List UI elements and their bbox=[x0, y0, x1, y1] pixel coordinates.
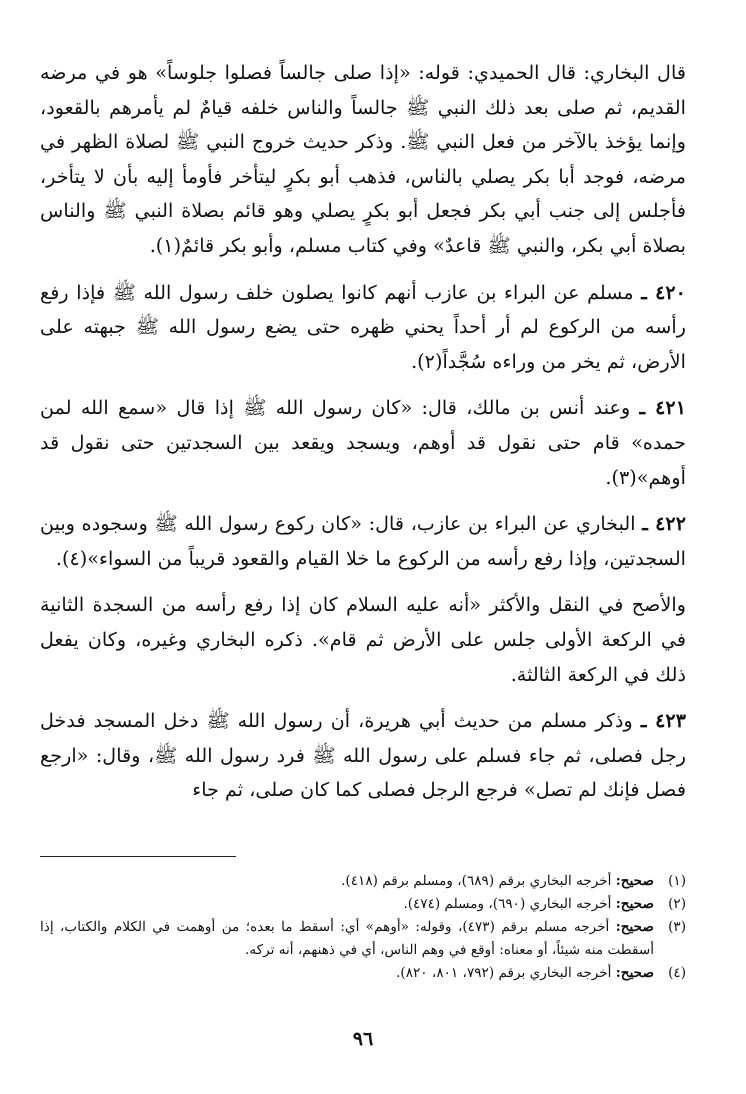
footnote-text bbox=[40, 962, 654, 985]
page-number: ٩٦ bbox=[352, 1028, 374, 1050]
footnote-label: صحيح: bbox=[615, 919, 654, 935]
hadith-423 bbox=[40, 704, 686, 808]
hadith-420 bbox=[40, 276, 686, 380]
hadith-421 bbox=[40, 391, 686, 495]
footnote-separator bbox=[40, 856, 236, 857]
paragraph-intro bbox=[40, 56, 686, 264]
hadith-number: ٤٢٠ ـ bbox=[641, 280, 686, 304]
footnote-label: صحيح: bbox=[615, 873, 654, 889]
footnotes bbox=[40, 870, 686, 985]
footnote-number: (٣) bbox=[668, 919, 686, 935]
paragraph-commentary bbox=[40, 588, 686, 692]
footnote-number: (٢) bbox=[668, 896, 686, 912]
document-page bbox=[40, 56, 686, 1056]
hadith-number: ٤٢١ ـ bbox=[639, 396, 686, 420]
footnote-text bbox=[40, 893, 654, 916]
hadith-422 bbox=[40, 507, 686, 576]
paragraph-text: مسلم عن البراء بن عازب أنهم كانوا يصلون خلف رسول الله ﷺ فإذا رفع رأسه من الركوع لم أر أحداً يحني ظهره حتى يضع رسول الله ﷺ جبهته على الأرض، ثم يخر من وراءه سُجَّداً(٢). bbox=[40, 280, 686, 373]
paragraph-text: والأصح في النقل والأكثر «أنه عليه السلام كان إذا رفع رأسه من السجدة الثانية في الركعة الأولى جلس على الأرض ثم قام». ذكره البخاري وغيره، وكان يفعل ذلك في الركعة الثالثة. bbox=[40, 593, 686, 686]
hadith-number: ٤٢٢ ـ bbox=[642, 512, 687, 536]
footnote-body: أخرجه البخاري برقم (٦٨٩)، ومسلم برقم (٤١٨). bbox=[341, 873, 612, 889]
footnote-body: أخرجه البخاري (٦٩٠)، ومسلم (٤٧٤). bbox=[403, 896, 612, 912]
paragraph-text: وذكر مسلم من حديث أبي هريرة، أن رسول الله ﷺ دخل المسجد فدخل رجل فصلى، ثم جاء فسلم على رسول الله ﷺ فرد رسول الله ﷺ، وقال: «ارجع فصل فإنك لم تصل» فرجع الرجل فصلى كما كان صلى، ثم جاء bbox=[40, 709, 686, 802]
footnote-text bbox=[40, 916, 654, 962]
footnote-2 bbox=[40, 893, 686, 916]
paragraph-text: البخاري عن البراء بن عازب، قال: «كان ركوع رسول الله ﷺ وسجوده وبين السجدتين، وإذا رفع رأسه من الركوع ما خلا القيام والقعود قريباً من السواء»(٤). bbox=[40, 512, 686, 570]
footnote-body: أخرجه البخاري برقم (٧٩٢، ٨٠١، ٨٢٠). bbox=[396, 965, 612, 981]
footnote-1 bbox=[40, 870, 686, 893]
footnote-body: أخرجه مسلم برقم (٤٧٣)، وقوله: «أوهم» أي: أسقط ما بعده؛ من أوهمت في الكلام والكتاب، إذا أسقطت منه شيئاً، أو معناه: أوقع في وهم الناس، أي في ذهنهم، أنه تركه. bbox=[40, 919, 654, 958]
footnote-4 bbox=[40, 962, 686, 985]
footnote-number: (٤) bbox=[668, 965, 686, 981]
paragraph-text: وعند أنس بن مالك، قال: «كان رسول الله ﷺ إذا قال «سمع الله لمن حمده» قام حتى نقول قد أوهم، ويسجد ويقعد بين السجدتين حتى نقول قد أوهم»(٣). bbox=[40, 396, 686, 489]
hadith-number: ٤٢٣ ـ bbox=[640, 709, 687, 733]
footnote-text bbox=[40, 870, 654, 893]
footnote-3 bbox=[40, 916, 686, 962]
footnote-number: (١) bbox=[668, 873, 686, 889]
footnote-label: صحيح: bbox=[615, 965, 654, 981]
paragraph-text: قال البخاري: قال الحميدي: قوله: «إذا صلى جالساً فصلوا جلوساً» هو في مرضه القديم، ثم صلى بعد ذلك النبي ﷺ جالساً والناس خلفه قيامٌ لم يأمرهم بالقعود، وإنما يؤخذ بالآخر من فعل النبي ﷺ. وذكر حديث خروج النبي ﷺ لصلاة الظهر في مرضه، فوجد أبا بكر يصلي بالناس، فذهب أبو بكرٍ ليتأخر فأومأ إليه بأن لا يتأخر، فأجلس إلى جنب أبي بكر فجعل أبو بكرٍ يصلي وهو قائم بصلاة النبي ﷺ والناس بصلاة أبي بكر، والنبي ﷺ قاعدٌ» وفي كتاب مسلم، وأبو بكر قائمٌ(١). bbox=[40, 61, 686, 257]
footnote-label: صحيح: bbox=[615, 896, 654, 912]
